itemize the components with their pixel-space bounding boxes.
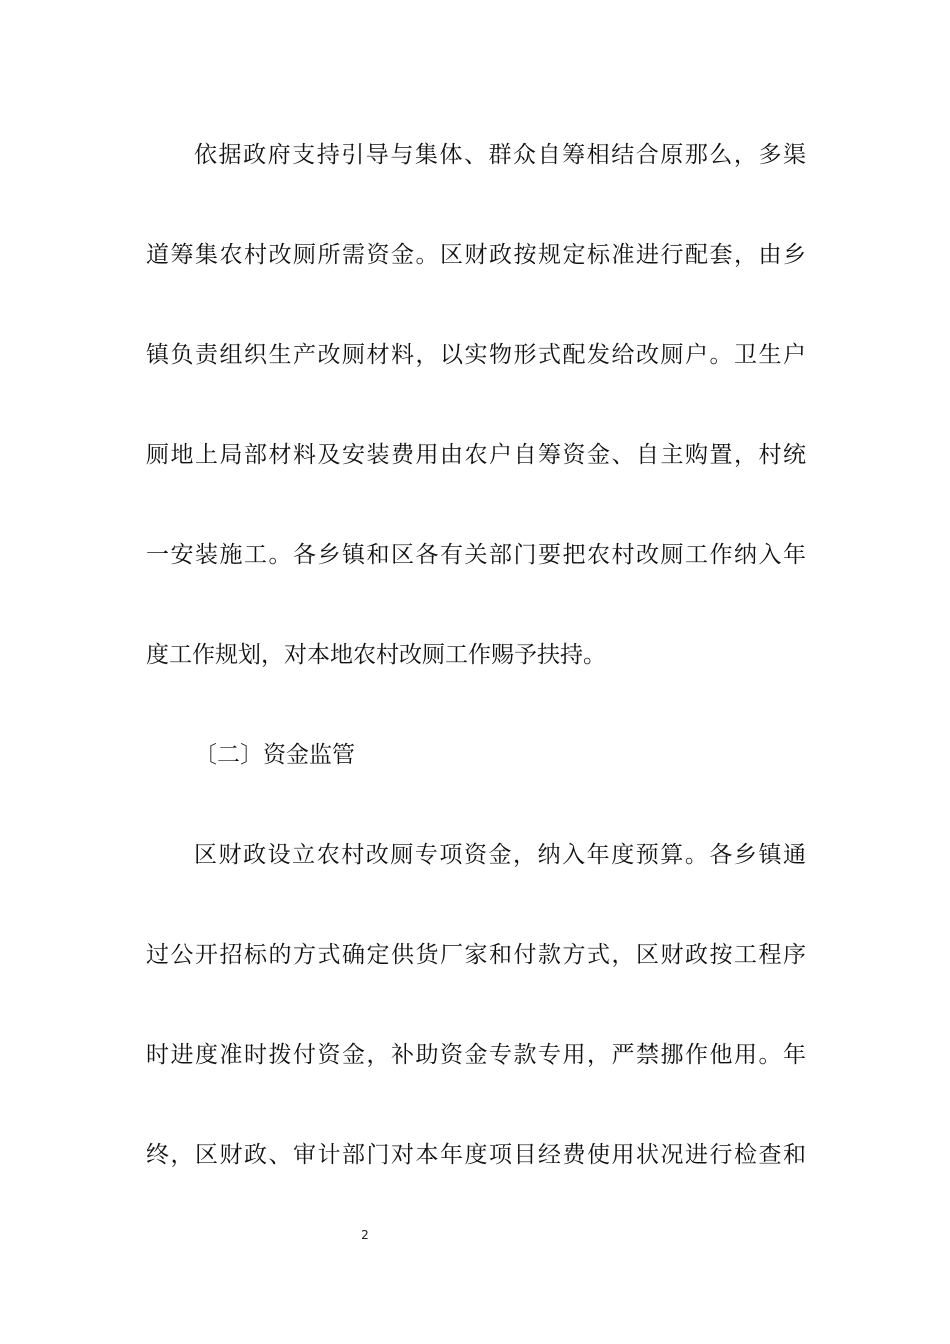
section-heading: 〔二〕资金监管 (194, 742, 355, 768)
paragraph-line: 度工作规划，对本地农村改厕工作赐予扶持。 (146, 642, 606, 668)
paragraph-line: 终，区财政、审计部门对本年度项目经费使用状况进行检查和 (146, 1142, 806, 1168)
paragraph-line: 镇负责组织生产改厕材料，以实物形式配发给改厕户。卫生户 (146, 342, 806, 368)
paragraph-line: 区财政设立农村改厕专项资金，纳入年度预算。各乡镇通 (194, 842, 806, 868)
paragraph-line: 依据政府支持引导与集体、群众自筹相结合原那么，多渠 (194, 142, 806, 168)
paragraph-line: 道筹集农村改厕所需资金。区财政按规定标准进行配套，由乡 (146, 242, 806, 268)
paragraph-line: 一安装施工。各乡镇和区各有关部门要把农村改厕工作纳入年 (146, 542, 806, 568)
paragraph-line: 时进度准时拨付资金，补助资金专款专用，严禁挪作他用。年 (146, 1042, 806, 1068)
paragraph-line: 过公开招标的方式确定供货厂家和付款方式，区财政按工程序 (146, 942, 806, 968)
paragraph-line: 厕地上局部材料及安装费用由农户自筹资金、自主购置，村统 (146, 442, 806, 468)
page-number: 2 (361, 1228, 369, 1242)
